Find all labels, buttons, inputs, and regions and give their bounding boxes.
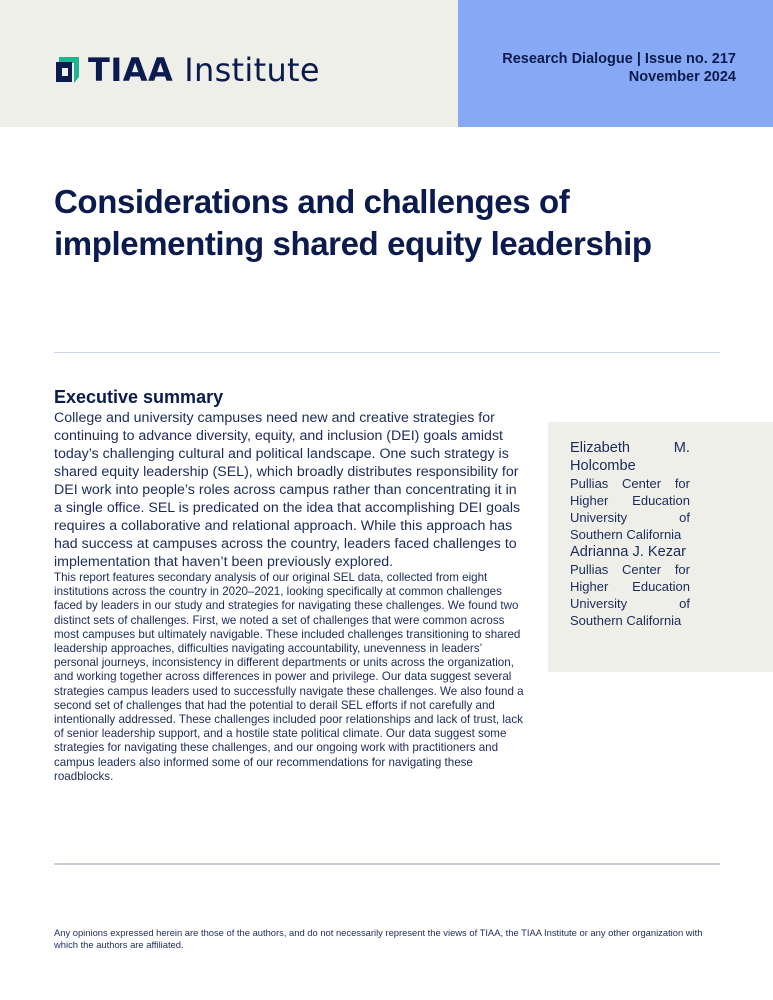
author-list	[570, 439, 690, 629]
author-name: Elizabeth M. Holcombe	[570, 440, 690, 474]
issue-date: November 2024	[628, 69, 736, 85]
author-affiliation: Pullias Center for Higher Education University of Southern California	[570, 562, 690, 628]
series-label: Research Dialogue | Issue no. 217	[502, 51, 736, 67]
author-affiliation: Pullias Center for Higher Education University of Southern California	[570, 476, 690, 542]
divider-bottom	[54, 863, 720, 865]
title-line-1: Considerations and challenges of	[54, 183, 570, 220]
tiaa-logo-mark-icon	[54, 55, 82, 85]
issue-info	[502, 50, 736, 86]
title-line-2: implementing shared equity leadership	[54, 225, 652, 262]
author-name: Adrianna J. Kezar	[570, 544, 687, 560]
summary-heading: Executive summary	[54, 387, 224, 407]
summary-body-paragraph: This report features secondary analysis of our original SEL data, collected from eight institutions across the country in 2020–2021, looking specifically at common challenges faced by leaders in our study and strategies for navigating these challenges. We found two distinct sets of challenges. First, we noted a set of challenges that were common across most campuses but ultimately navigable. These included challenges transitioning to shared leadership approaches, difficulties navigating accountability, unevenness in leaders’ personal journeys, inconsistency in different departments or units across the organization, and working together across differences in power and privilege. Our data suggest several strategies campus leaders used to successfully navigate these challenges. We also found a second set of challenges that had the potential to derail SEL efforts if not carefully and intentionally addressed. These challenges included poor relationships and lack of trust, lack of senior leadership support, and a hostile state political climate. Our data suggest some strategies for navigating these challenges, and our ongoing work with practitioners and campus leaders also informed some of our recommendations for navigating these roadblocks.	[54, 571, 524, 783]
disclaimer-text: Any opinions expressed herein are those of the authors, and do not necessarily represent the views of TIAA, the TIAA Institute or any other organization with which the authors are affiliated.	[54, 927, 703, 950]
tiaa-institute-logo	[54, 52, 320, 88]
logo-institute-text: Institute	[184, 51, 320, 89]
logo-brand-text: TIAA	[88, 51, 174, 89]
summary-lead-paragraph: College and university campuses need new and creative strategies for continuing to advance diversity, equity, and inclusion (DEI) goals amidst today’s challenging cultural and political landscape. One such strategy is shared equity leadership (SEL), which broadly distributes responsibility for DEI work into people’s roles across campus rather than concentrating it in a single office. SEL is predicated on the idea that accomplishing DEI goals requires a collaborative and relational approach. While this approach has had success at campuses across the country, leaders faced challenges to implementation that haven’t been previously explored.	[54, 410, 521, 570]
page-title	[54, 181, 734, 265]
divider-top	[54, 352, 720, 353]
executive-summary	[54, 385, 526, 784]
